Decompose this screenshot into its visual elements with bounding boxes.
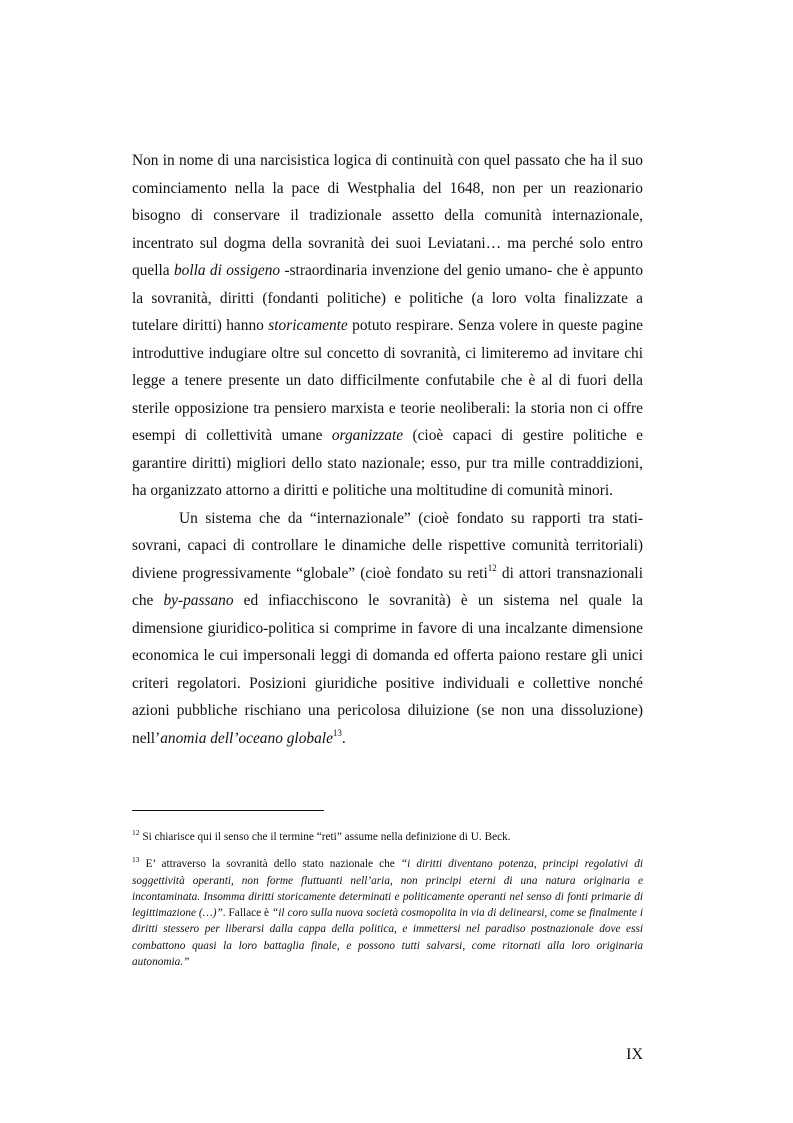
italic-text: anomia dell’oceano globale [160, 729, 333, 747]
footnote-quote: “i diritti diventano potenza, principi regolativi di soggettività operanti, non forme fluttuanti nell’aria, non principi eterni di una natura originaria e incontaminata. Insomma diritti storicamente determinati e politicamente operanti nel senso di fonti primarie di legittimazione (…)” [132, 858, 643, 920]
italic-text: bolla di ossigeno [173, 262, 281, 279]
body-text [132, 147, 643, 752]
footnote-text: E’ attraverso la sovranità dello stato nazionale che [139, 858, 401, 871]
text-run: Non in nome di una narcisistica logica di continuità con quel passato che ha il suo cominciamento nella la pace di Westphalia del 1648, non per un reazionario bisogno di conservare il tradizionale assetto della comunità internazionale, incentrato sul dogma della sovranità dei suoi Leviatani… ma perché solo entro quella [132, 152, 643, 279]
footnote-number: 12 [132, 828, 140, 837]
footnote-ref-13[interactable]: 13 [332, 727, 342, 738]
footnote-number: 13 [132, 855, 140, 865]
text-run: ed infiacchiscono le sovranità) è un sistema nel quale la dimensione giuridico-politica si comprime in favore di una incalzante dimensione economica le cui impersonali leggi di domanda ed offerta paiono restare gli unici criteri regolatori. Posizioni giuridiche positive individuali e collettive nonché azioni pubbliche rischiano una pericolosa diluizione (se non una dissoluzione) nell’ [132, 592, 643, 747]
footnote-separator [132, 810, 324, 811]
text-run: di attori transnazionali che [132, 564, 643, 609]
text-run: -straordinaria invenzione del genio umano- che è appunto la sovranità, diritti (fondanti politiche) e politiche (a loro volta finalizzate a tutelare diritti) hanno [132, 262, 644, 334]
italic-text: organizzate [331, 427, 404, 444]
footnote-ref-12[interactable]: 12 [487, 562, 497, 573]
text-run: Un sistema che da “internazionale” (cioè fondato su rapporti tra stati-sovrani, capaci di controllare le dinamiche delle rispettive comunità territoriali) diviene progressivamente “globale” (cioè fondato su reti [132, 509, 643, 582]
text-run: . [341, 729, 346, 747]
text-run: (cioè capaci di gestire politiche e garantire diritti) migliori dello stato nazionale; esso, pur tra mille contraddizioni, ha organizzato attorno a diritti e politiche una moltitudine di comunità minori. [132, 427, 643, 499]
footnotes [132, 829, 643, 981]
page-number: IX [626, 1046, 643, 1063]
paragraph-2 [132, 505, 643, 753]
text-run: potuto respirare. Senza volere in queste pagine introduttive indugiare oltre sul concetto di sovranità, ci limiteremo ad invitare chi legge a tenere presente un dato difficilmente confutabile che è al di fuori della sterile opposizione tra pensiero marxista e teorie neoliberali: la storia non ci offre esempi di collettività umane [132, 317, 643, 444]
italic-text: storicamente [268, 317, 348, 334]
paragraph-1 [132, 147, 643, 505]
footnote-text: Si chiarisce qui il senso che il termine “reti” assume nella definizione di U. Beck. [139, 831, 511, 843]
footnote-text: . Fallace è [222, 907, 272, 920]
footnote-13 [132, 856, 643, 970]
footnote-quote: “il coro sulla nuova società cosmopolita in via di delinearsi, come se finalmente i diritti stessero per liberarsi dalla cappa della politica, e immettersi nel paradiso postnazionale dove essi combattono quasi la loro battaglia finale, e possono tutti salvarsi, come ritornati alla loro originaria autonomia.” [132, 907, 643, 969]
footnote-12 [132, 829, 643, 845]
italic-text: by-passano [163, 592, 234, 609]
